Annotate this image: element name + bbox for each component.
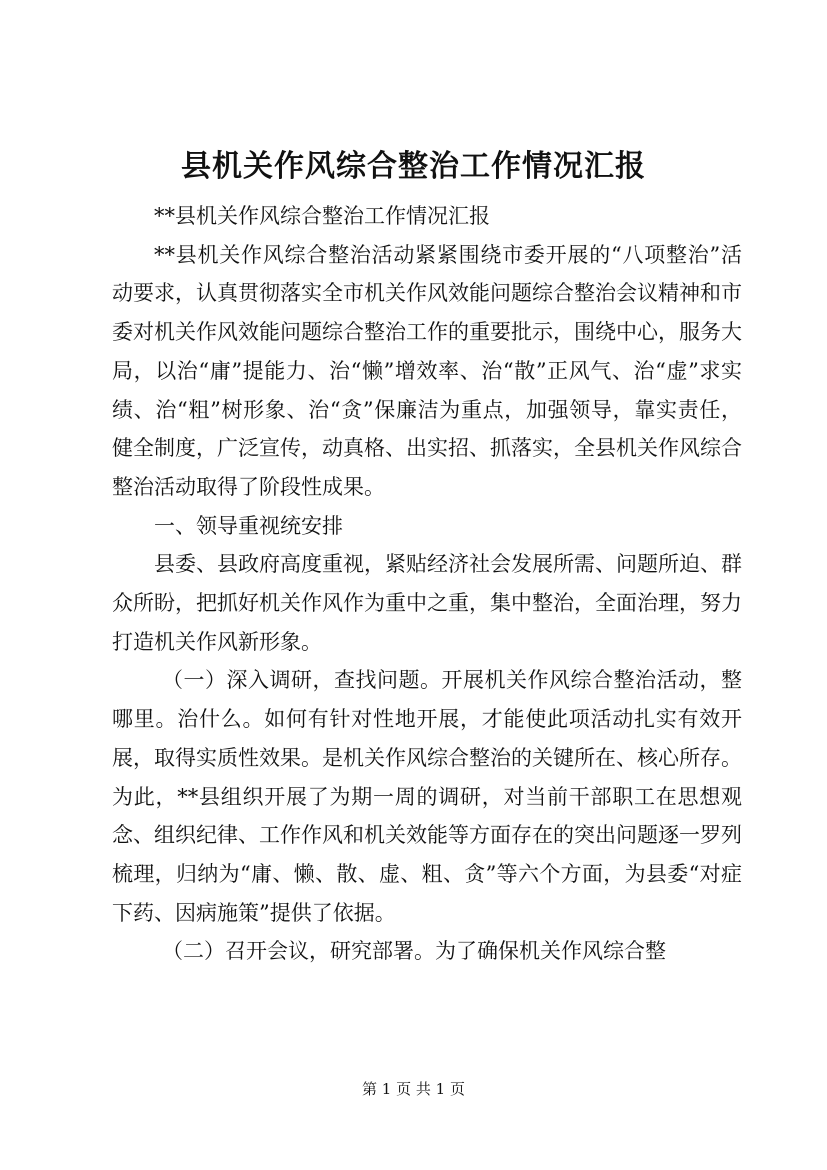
paragraph-section-1: 县委、县政府高度重视，紧贴经济社会发展所需、问题所迫、群众所盼，把抓好机关作风作为重中之重，集中整治，全面治理，努力打造机关作风新形象。 (112, 552, 742, 654)
document-body (112, 197, 742, 971)
paragraph-subsection-2: （二）召开会议，研究部署。为了确保机关作风综合整 (162, 939, 666, 964)
paragraph-intro: **县机关作风综合整治活动紧紧围绕市委开展的“八项整治”活动要求，认真贯彻落实全市机关作风效能问题综合整治会议精神和市委对机关作风效能问题综合整治工作的重要批示，围绕中心，服务大局，以治“庸”提能力、治“懒”增效率、治“散”正风气、治“虚”求实绩、治“粗”树形象、治“贪”保廉洁为重点，加强领导，靠实责任，健全制度，广泛宣传，动真格、出实招、抓落实，全县机关作风综合整治活动取得了阶段性成果。 (112, 242, 742, 499)
paragraph-subsection-1: （一）深入调研，查找问题。开展机关作风综合整治活动，整哪里。治什么。如何有针对性地开展，才能使此项活动扎实有效开展，取得实质性效果。是机关作风综合整治的关键所在、核心所存。为此，**县组织开展了为期一周的调研，对当前干部职工在思想观念、组织纪律、工作作风和机关效能等方面存在的突出问题逐一罗列梳理，归纳为“庸、懒、散、虚、粗、贪”等六个方面，为县委“对症下药、因病施策”提供了依据。 (112, 668, 742, 925)
page-footer: 第 1 页 共 1 页 (362, 1080, 465, 1098)
document-title: 县机关作风综合整治工作情况汇报 (181, 149, 646, 184)
paragraph-subtitle: **县机关作风综合整治工作情况汇报 (154, 204, 490, 228)
section-heading-1: 一、领导重视统安排 (154, 513, 343, 538)
